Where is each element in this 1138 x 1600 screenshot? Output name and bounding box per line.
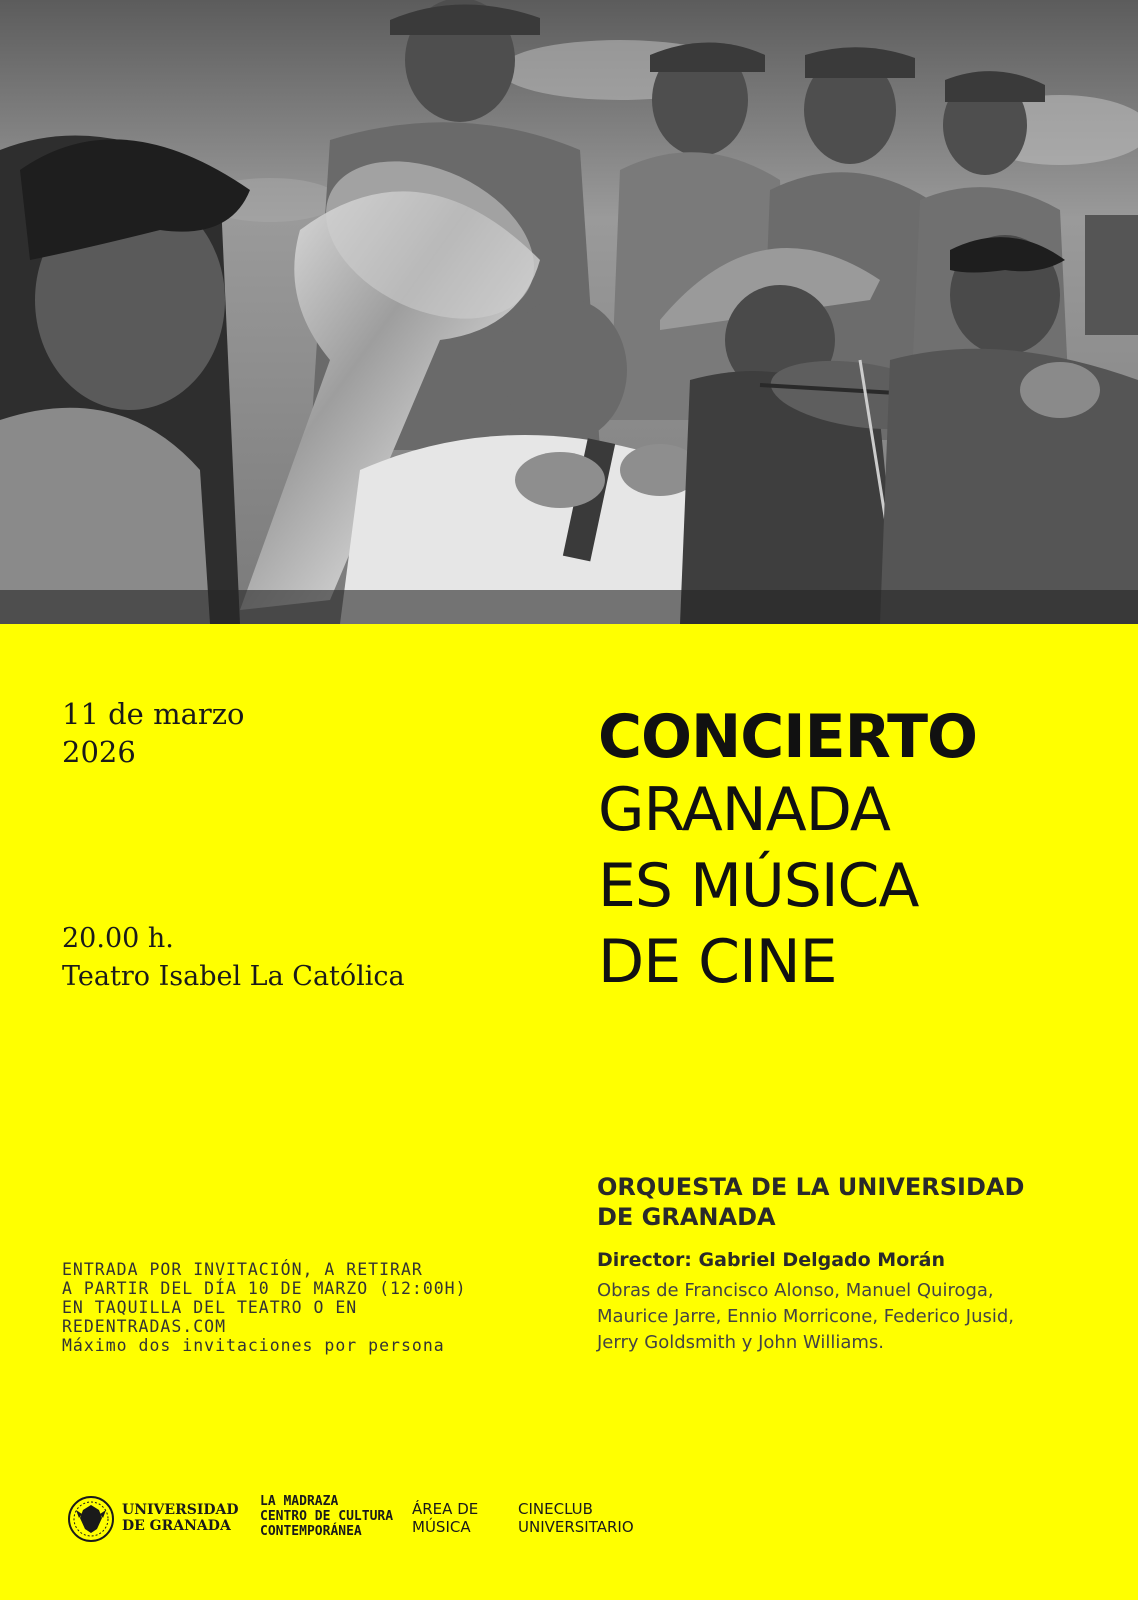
works-line-3: Jerry Goldsmith y John Williams. — [597, 1332, 885, 1353]
ticket-limit: Máximo dos invitaciones por persona — [62, 1336, 445, 1355]
event-date — [62, 695, 244, 771]
orchestra-line-1: ORQUESTA DE LA UNIVERSIDAD — [597, 1173, 1025, 1201]
date-year: 2026 — [62, 735, 136, 769]
ticket-link: REDENTRADAS.COM — [62, 1317, 227, 1336]
logo-cineclub: CINECLUB UNIVERSITARIO — [518, 1500, 634, 1536]
title-granada: GRANADA — [598, 775, 890, 845]
university-crest-icon — [68, 1496, 114, 1542]
ticket-line-2: A PARTIR DEL DÍA 10 DE MARZO (12:00H) — [62, 1279, 467, 1298]
header-photo-musicians — [0, 0, 1138, 624]
director-name: Director: Gabriel Delgado Morán — [597, 1249, 945, 1271]
title-de-cine: DE CINE — [598, 927, 837, 997]
ticket-line-3: EN TAQUILLA DEL TEATRO O EN — [62, 1298, 358, 1317]
concert-title — [598, 702, 977, 1000]
ticket-line-1: ENTRADA POR INVITACIÓN, A RETIRAR — [62, 1260, 423, 1279]
event-time-venue — [62, 920, 405, 996]
logo-area-de-musica: ÁREA DE MÚSICA — [412, 1500, 479, 1536]
logo-la-madraza: LA MADRAZA CENTRO DE CULTURA CONTEMPORÁNEA — [260, 1494, 394, 1539]
orchestra-name — [597, 1172, 1097, 1232]
sponsor-logos — [62, 1490, 1062, 1550]
works-list — [597, 1278, 1107, 1356]
orchestra-line-2: DE GRANADA — [597, 1203, 776, 1231]
title-concierto: CONCIERTO — [598, 702, 978, 772]
ticket-info — [62, 1260, 522, 1355]
works-line-1: Obras de Francisco Alonso, Manuel Quiroga, — [597, 1280, 994, 1301]
event-venue: Teatro Isabel La Católica — [62, 961, 405, 992]
event-time: 20.00 h. — [62, 923, 174, 954]
logo-universidad-granada: UNIVERSIDAD DE GRANADA — [122, 1502, 239, 1534]
musicians-illustration — [0, 0, 1138, 624]
date-day-month: 11 de marzo — [62, 697, 245, 731]
title-es-musica: ES MÚSICA — [598, 851, 919, 921]
works-line-2: Maurice Jarre, Ennio Morricone, Federico Jusid, — [597, 1306, 1015, 1327]
